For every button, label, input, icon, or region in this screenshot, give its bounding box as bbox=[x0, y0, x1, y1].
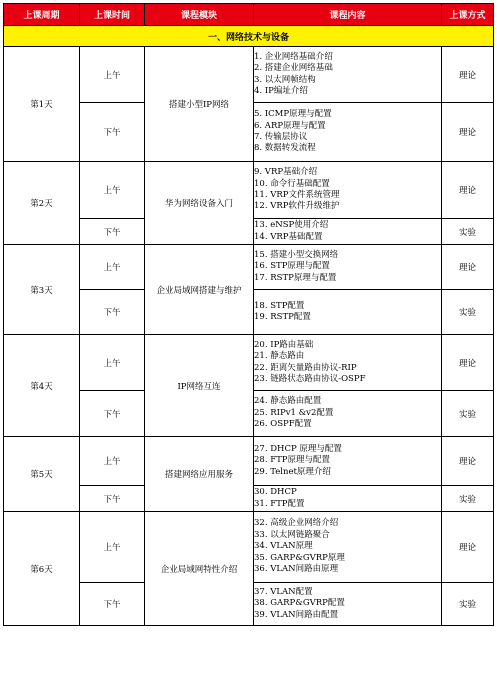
content-item: 33. 以太网链路聚合 bbox=[254, 529, 330, 540]
content-item: 31. FTP配置 bbox=[254, 498, 305, 509]
content-item: 39. VLAN间路由配置 bbox=[254, 609, 339, 620]
content-item: 29. Telnet原理介绍 bbox=[254, 466, 331, 477]
time-cell: 上午 bbox=[80, 437, 145, 486]
method-cell: 理论 bbox=[442, 103, 494, 162]
time-cell: 上午 bbox=[80, 47, 145, 103]
method-cell: 实验 bbox=[442, 219, 494, 245]
header-row bbox=[4, 4, 494, 26]
content-cell bbox=[254, 335, 442, 391]
content-item: 38. GARP&GVRP配置 bbox=[254, 598, 345, 609]
content-item: 20. IP路由基础 bbox=[254, 339, 314, 350]
content-item: 36. VLAN间路由原理 bbox=[254, 564, 339, 575]
content-item: 17. RSTP原理与配置 bbox=[254, 272, 337, 283]
time-cell: 上午 bbox=[80, 245, 145, 290]
content-item: 34. VLAN原理 bbox=[254, 541, 313, 552]
content-item: 8. 数据转发流程 bbox=[254, 143, 316, 154]
content-item: 5. ICMP原理与配置 bbox=[254, 109, 332, 120]
module-cell: 搭建网络应用服务 bbox=[145, 437, 254, 512]
table-row bbox=[4, 47, 494, 103]
time-cell: 下午 bbox=[80, 391, 145, 437]
content-item: 19. RSTP配置 bbox=[254, 312, 311, 322]
module-cell: 企业局域网特性介绍 bbox=[145, 512, 254, 626]
module-cell: IP网络互连 bbox=[145, 335, 254, 437]
section-row bbox=[4, 26, 494, 47]
time-cell: 下午 bbox=[80, 219, 145, 245]
day-cell: 第3天 bbox=[4, 245, 80, 335]
time-cell: 上午 bbox=[80, 512, 145, 583]
content-cell bbox=[254, 162, 442, 219]
day-cell: 第6天 bbox=[4, 512, 80, 626]
content-cell bbox=[254, 219, 442, 245]
day-cell: 第1天 bbox=[4, 47, 80, 162]
method-cell: 实验 bbox=[442, 391, 494, 437]
content-item: 24. 静态路由配置 bbox=[254, 396, 322, 407]
method-cell: 理论 bbox=[442, 437, 494, 486]
time-cell: 下午 bbox=[80, 486, 145, 512]
header-period: 上课周期 bbox=[4, 4, 80, 26]
method-cell: 理论 bbox=[442, 512, 494, 583]
content-cell bbox=[254, 583, 442, 626]
content-cell bbox=[254, 391, 442, 437]
content-item: 11. VRP文件系统管理 bbox=[254, 190, 340, 200]
content-item: 32. 高级企业网络介绍 bbox=[254, 518, 339, 529]
time-cell: 上午 bbox=[80, 162, 145, 219]
method-cell: 理论 bbox=[442, 162, 494, 219]
header-content: 课程内容 bbox=[254, 4, 442, 26]
content-item: 16. STP原理与配置 bbox=[254, 261, 330, 272]
day-cell: 第4天 bbox=[4, 335, 80, 437]
content-item: 22. 距离矢量路由协议-RIP bbox=[254, 362, 357, 373]
content-item: 15. 搭建小型交换网络 bbox=[254, 249, 339, 260]
table-row bbox=[4, 512, 494, 583]
table-row bbox=[4, 437, 494, 486]
content-item: 4. IP编址介绍 bbox=[254, 85, 308, 96]
table-row bbox=[4, 335, 494, 391]
section-title: 一、网络技术与设备 bbox=[4, 26, 494, 47]
content-item: 18. STP配置 bbox=[254, 300, 305, 311]
content-item: 10. 命令行基础配置 bbox=[254, 178, 330, 189]
content-item: 30. DHCP bbox=[254, 487, 297, 498]
day-cell: 第5天 bbox=[4, 437, 80, 512]
time-cell: 上午 bbox=[80, 335, 145, 391]
content-cell bbox=[254, 512, 442, 583]
header-module: 课程模块 bbox=[145, 4, 254, 26]
module-cell: 企业局域网搭建与维护 bbox=[145, 245, 254, 335]
content-item: 23. 链路状态路由协议-OSPF bbox=[254, 373, 366, 384]
schedule-table bbox=[3, 3, 494, 626]
day-cell: 第2天 bbox=[4, 162, 80, 245]
content-item: 28. FTP原理与配置 bbox=[254, 455, 331, 466]
content-item: 9. VRP基础介绍 bbox=[254, 167, 318, 178]
content-cell bbox=[254, 290, 442, 335]
content-item: 6. ARP原理与配置 bbox=[254, 120, 326, 131]
content-item: 13. eNSP使用介绍 bbox=[254, 220, 329, 231]
table-row bbox=[4, 245, 494, 290]
time-cell: 下午 bbox=[80, 103, 145, 162]
content-item: 1. 企业网络基础介绍 bbox=[254, 51, 333, 62]
content-cell bbox=[254, 245, 442, 290]
content-cell bbox=[254, 103, 442, 162]
method-cell: 理论 bbox=[442, 47, 494, 103]
time-cell: 下午 bbox=[80, 583, 145, 626]
header-time: 上课时间 bbox=[80, 4, 145, 26]
content-cell bbox=[254, 486, 442, 512]
time-cell: 下午 bbox=[80, 290, 145, 335]
module-cell: 华为网络设备入门 bbox=[145, 162, 254, 245]
content-item: 25. RIPv1 &v2配置 bbox=[254, 407, 334, 418]
content-item: 14. VRP基础配置 bbox=[254, 231, 323, 242]
course-schedule bbox=[3, 3, 494, 626]
content-item: 37. VLAN配置 bbox=[254, 586, 313, 597]
method-cell: 理论 bbox=[442, 335, 494, 391]
content-item: 21. 静态路由 bbox=[254, 351, 305, 362]
content-item: 3. 以太网帧结构 bbox=[254, 74, 316, 85]
content-item: 35. GARP&GVRP原理 bbox=[254, 552, 345, 563]
table-row bbox=[4, 162, 494, 219]
content-item: 7. 传输层协议 bbox=[254, 132, 308, 142]
content-item: 26. OSPF配置 bbox=[254, 419, 312, 430]
method-cell: 理论 bbox=[442, 245, 494, 290]
module-cell: 搭建小型IP网络 bbox=[145, 47, 254, 162]
content-item: 27. DHCP 原理与配置 bbox=[254, 443, 342, 454]
content-item: 2. 搭建企业网络基础 bbox=[254, 63, 333, 74]
content-item: 12. VRP软件升级维护 bbox=[254, 201, 340, 212]
method-cell: 实验 bbox=[442, 486, 494, 512]
method-cell: 实验 bbox=[442, 290, 494, 335]
content-cell bbox=[254, 437, 442, 486]
method-cell: 实验 bbox=[442, 583, 494, 626]
header-method: 上课方式 bbox=[442, 4, 494, 26]
content-cell bbox=[254, 47, 442, 103]
